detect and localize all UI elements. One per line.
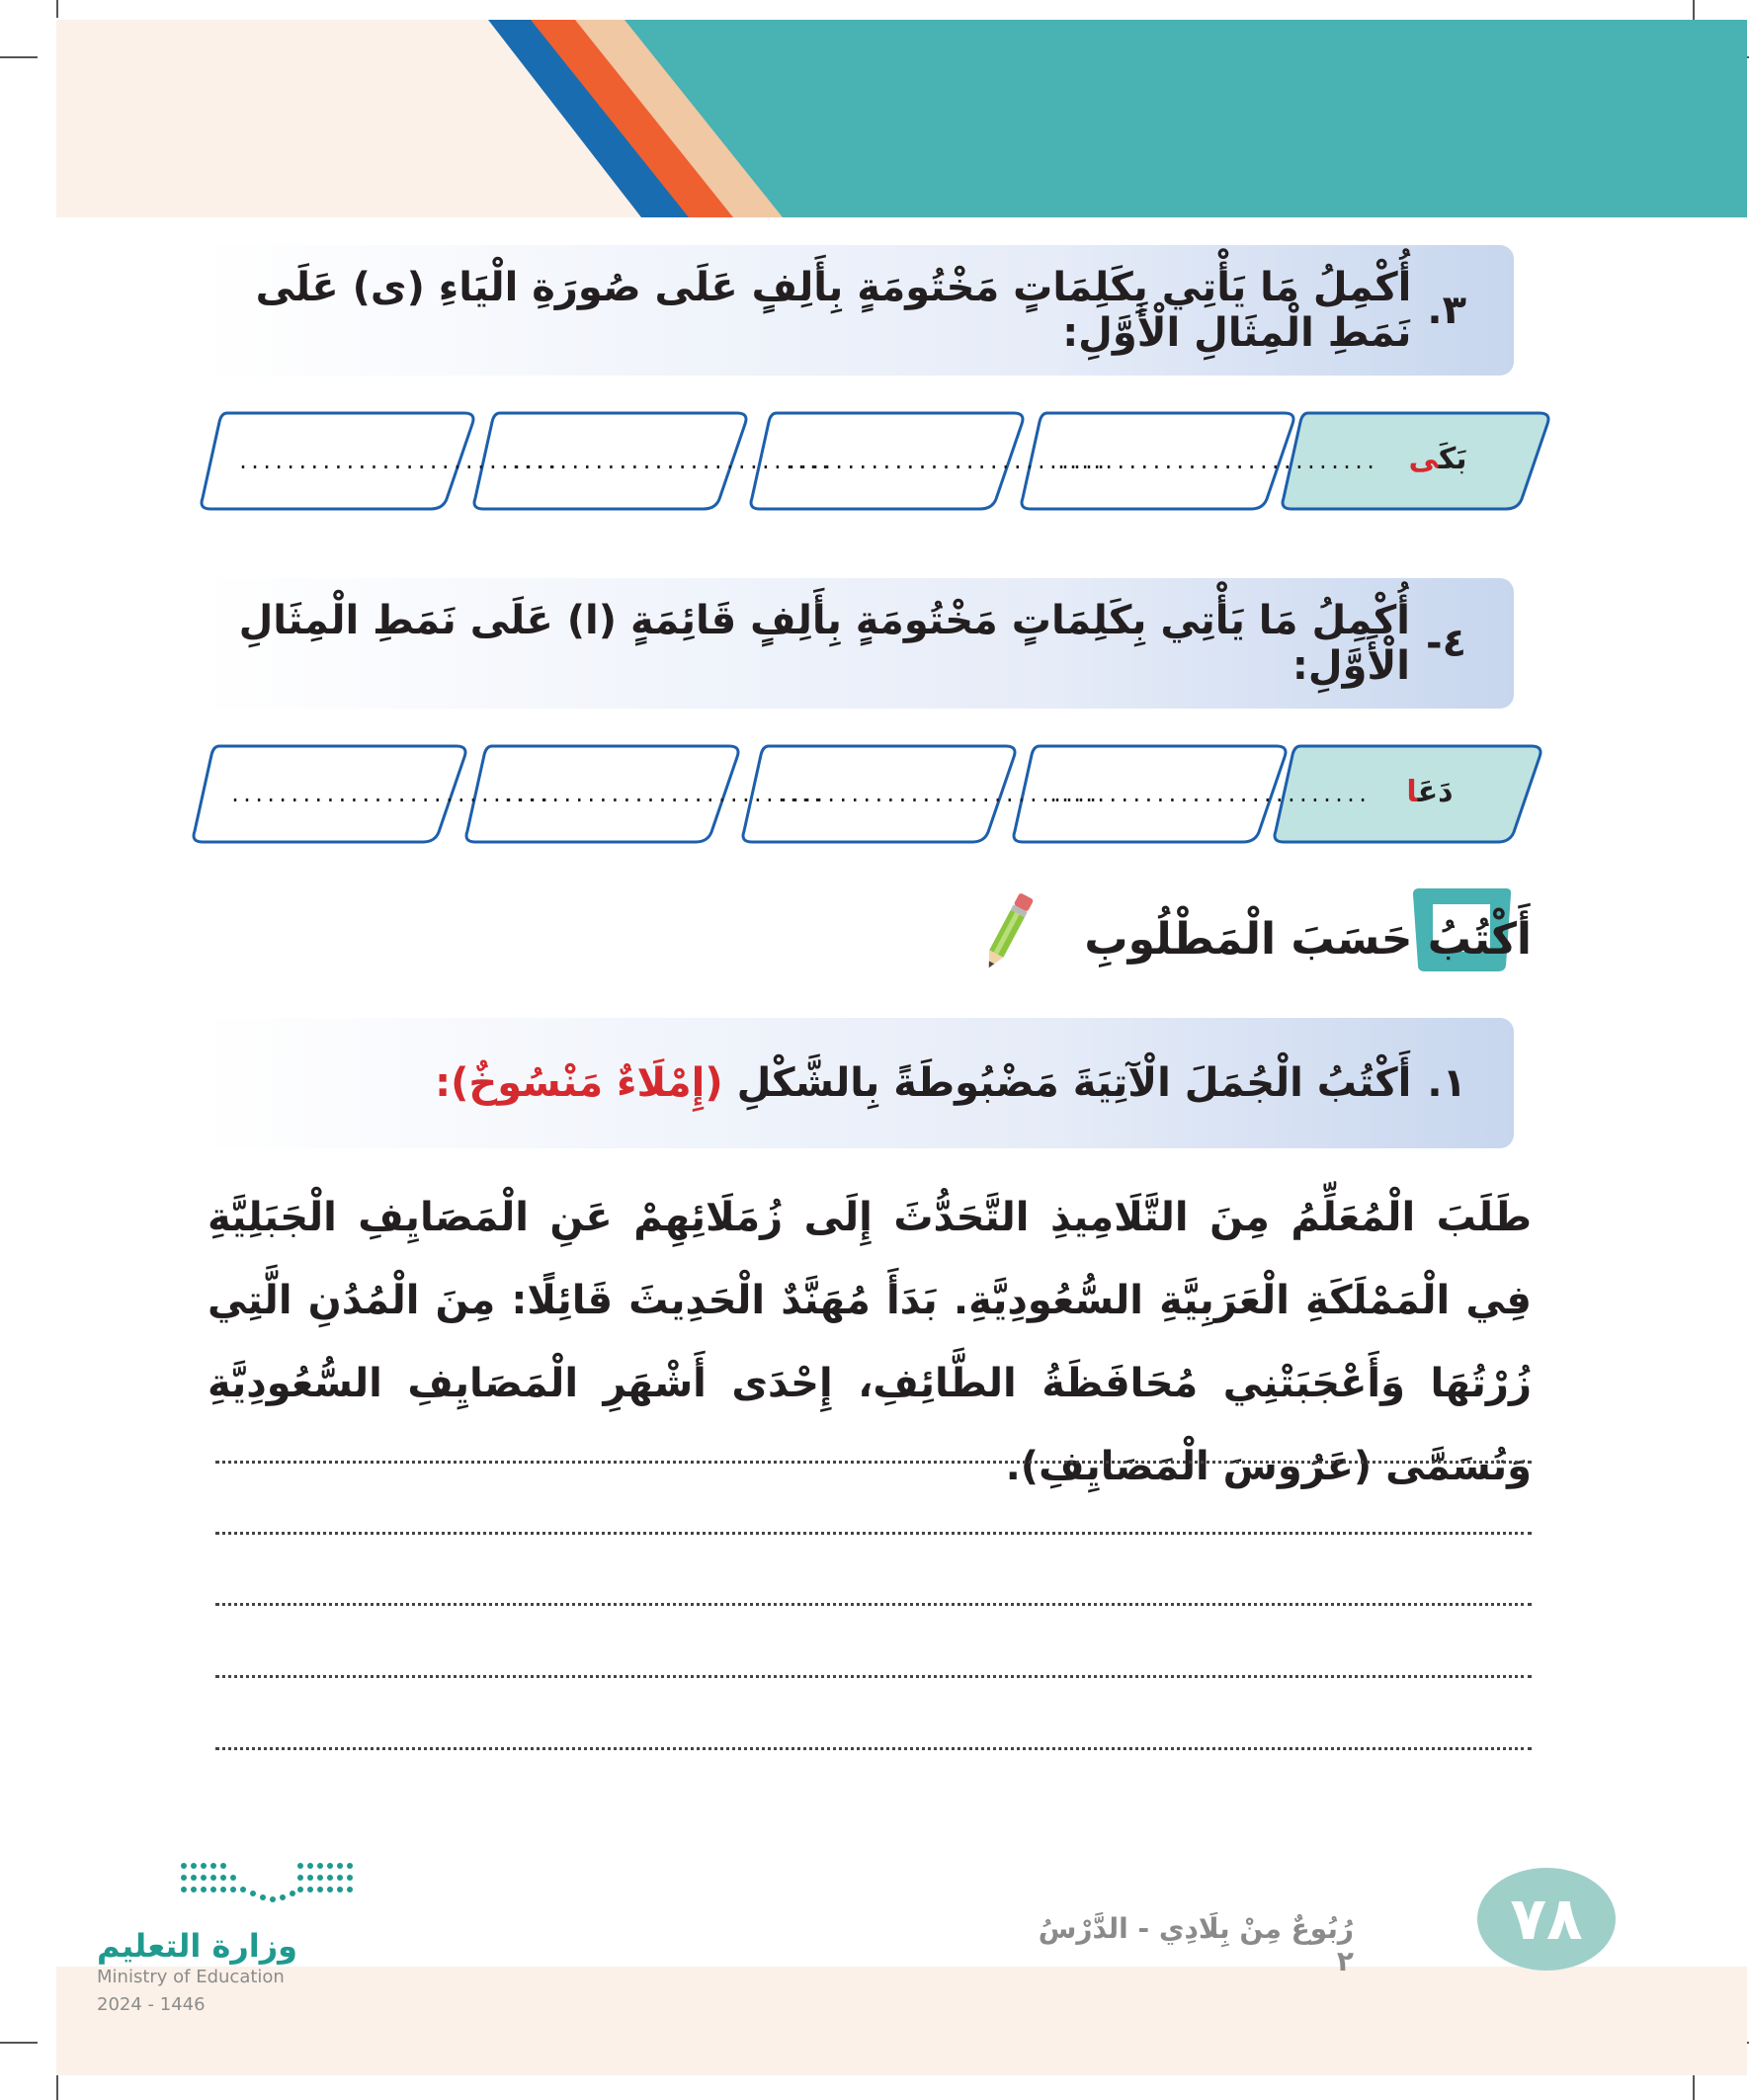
- writing-line[interactable]: [215, 1675, 1532, 1678]
- question-3-text: أُكْمِلُ مَا يَأْتِي بِكَلِمَاتٍ مَخْتُومَةٍ بِأَلِفٍ عَلَى صُورَةِ الْيَاءِ (ى) عَلَى نَمَطِ الْمِثَالِ الْأَوَّلِ:: [255, 265, 1412, 356]
- lesson-label: رُبُوعٌ مِنْ بِلَادِي - الدَّرْسُ ٢: [1038, 1912, 1354, 1977]
- crop-mark: [0, 56, 38, 58]
- example-word-stem: دَعَ: [1417, 775, 1454, 809]
- answer-blank[interactable]: ...........................: [786, 450, 1108, 473]
- example-word-ending: ا: [1406, 775, 1418, 809]
- section-title: [1047, 894, 1532, 983]
- answer-blank[interactable]: ...........................: [1055, 450, 1377, 473]
- question-3-number: ٣.: [1427, 288, 1466, 333]
- answer-blank[interactable]: ...........................: [510, 450, 832, 473]
- answer-blank[interactable]: ...........................: [1047, 783, 1370, 806]
- question-1-banner: [198, 1018, 1514, 1148]
- question-4-answers: [190, 743, 1543, 847]
- section-title-text: أَكْتُبُ حَسَبَ الْمَطْلُوبِ: [1084, 913, 1532, 965]
- example-word-stem: بَكَ: [1438, 442, 1467, 476]
- writing-line[interactable]: [215, 1461, 1532, 1464]
- answer-blank[interactable]: ...........................: [229, 783, 551, 806]
- writing-line[interactable]: [215, 1603, 1532, 1606]
- ministry-logo-icon: [178, 1858, 356, 1917]
- example-word: [1354, 442, 1522, 476]
- example-word-ending: ى: [1408, 442, 1439, 476]
- ministry-name-english: Ministry of Education: [97, 1967, 285, 1987]
- question-4-text: أُكْمِلُ مَا يَأْتِي بِكَلِمَاتٍ مَخْتُومَةٍ بِأَلِفٍ قَائِمَةٍ (ا) عَلَى نَمَطِ الْمِثَالِ الْأَوَّلِ:: [238, 598, 1410, 689]
- crop-mark: [56, 0, 58, 18]
- page-number: ٧٨: [1477, 1868, 1616, 1971]
- header-teal-band: [625, 20, 1747, 217]
- example-word: [1346, 775, 1514, 809]
- writing-line[interactable]: [215, 1747, 1532, 1750]
- question-4-banner: [198, 578, 1514, 709]
- crop-mark: [0, 2042, 38, 2044]
- answer-blank[interactable]: ...........................: [237, 450, 559, 473]
- question-1-text: أَكْتُبُ الْجُمَلَ الْآتِيَةَ مَضْبُوطَةً بِالشَّكْلِ: [736, 1060, 1412, 1106]
- page-header-decoration: [56, 20, 1747, 217]
- ministry-name-arabic: وزارة التعليم: [97, 1927, 298, 1965]
- pencil-icon: [978, 887, 1038, 976]
- question-1-number: ١.: [1427, 1060, 1466, 1106]
- question-3-banner: [198, 245, 1514, 376]
- edition-year: 2024 - 1446: [97, 1994, 206, 2015]
- answer-blank[interactable]: ...........................: [778, 783, 1100, 806]
- answer-blank[interactable]: ...........................: [502, 783, 824, 806]
- crop-mark: [56, 2075, 58, 2100]
- question-3-answers: [198, 410, 1551, 514]
- writing-line[interactable]: [215, 1532, 1532, 1535]
- question-1-highlight: (إِمْلَاءٌ مَنْسُوخٌ):: [435, 1060, 723, 1106]
- footer-band: [56, 1967, 1747, 2075]
- question-4-number: ٤-: [1425, 621, 1466, 666]
- dictation-passage: طَلَبَ الْمُعَلِّمُ مِنَ التَّلَامِيذِ التَّحَدُّثَ إِلَى زُمَلَائِهِمْ عَنِ الْمَصَايِفِ الْجَبَلِيَّةِ فِي الْمَمْلَكَةِ الْعَرَبِيَّةِ السُّعُودِيَّةِ. بَدَأَ مُهَنَّدٌ الْحَدِيثَ قَائِلًا: مِنَ الْمُدُنِ الَّتِي زُرْتُهَا وَأَعْجَبَتْنِي مُحَافَظَةُ الطَّائِفِ، إِحْدَى أَشْهَرِ الْمَصَايِفِ السُّعُودِيَّةِ وَتُسَمَّى (عَرُوسَ الْمَصَايِفِ).: [208, 1195, 1532, 1489]
